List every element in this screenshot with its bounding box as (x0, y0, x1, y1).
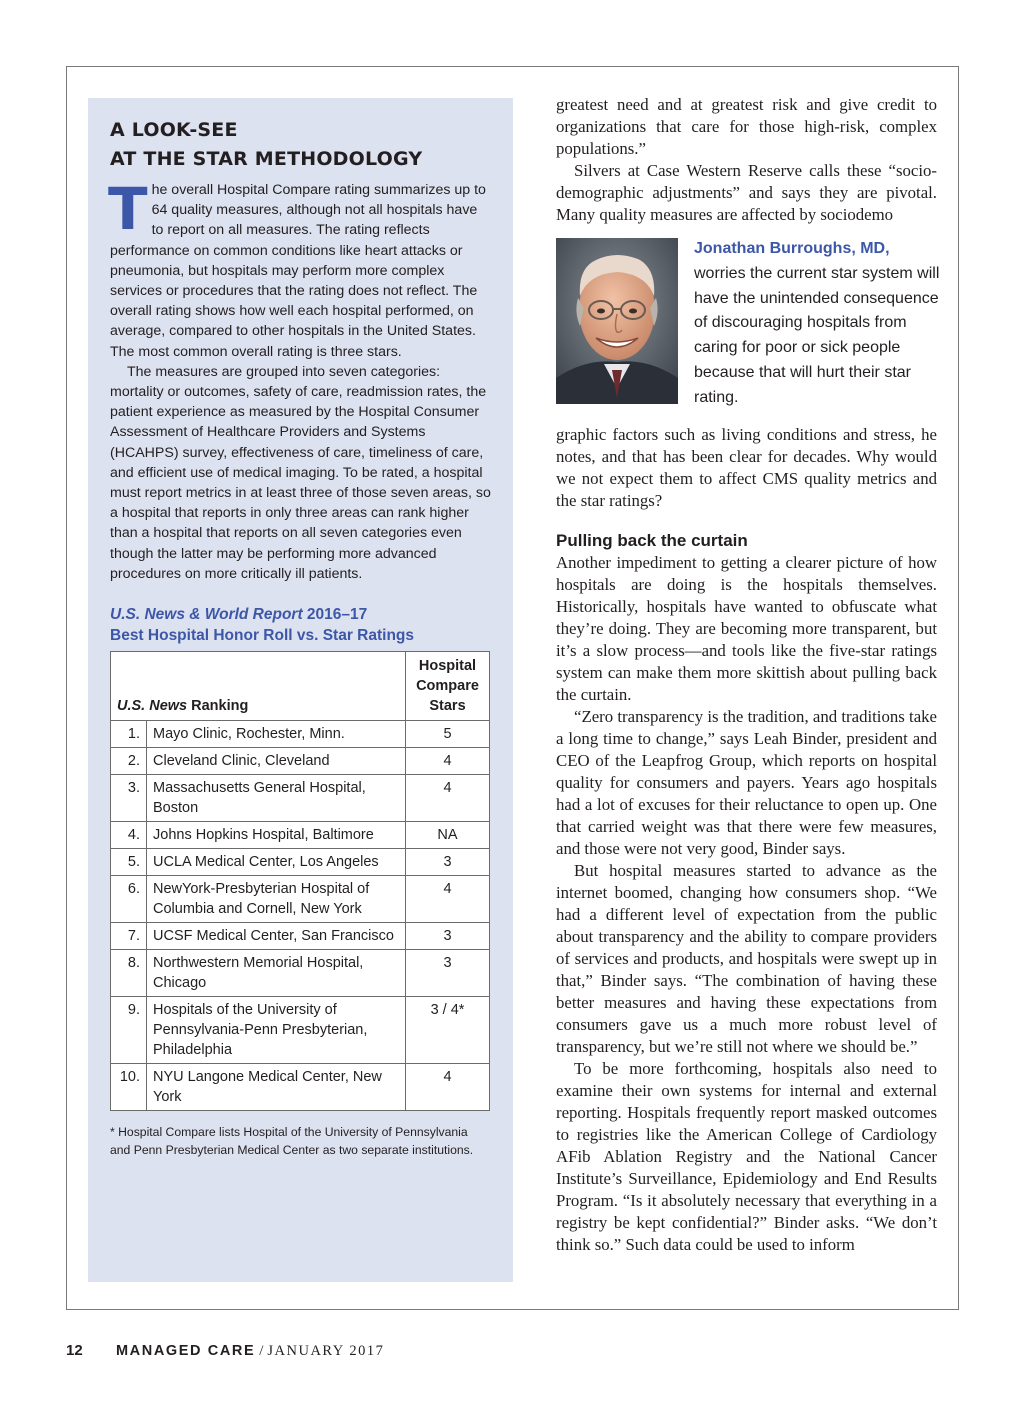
table-header-row (111, 652, 490, 721)
sidebar-title-line1: A LOOK-SEE (110, 119, 238, 141)
caption-name: Jonathan Burroughs, MD, (694, 240, 890, 257)
photo-caption (694, 237, 944, 411)
article-column-bottom (556, 530, 937, 1256)
sidebar-para-2: The measures are grouped into seven categories: mortality or outcomes, safety of care, readmission rates, the patient experience as measured by the Hospital Consumer Assessment of Healthcare Providers and Systems (HCAHPS) survey, effectiveness of care, timeliness of care, and efficient use of medical imaging. To be rated, a hospital must report metrics in at least three of those seven areas, so a hospital that reports in only three areas can rank higher than a hospital that reports on all seven categories even though the latter may be performing more advanced procedures on more critically ill patients. (110, 363, 491, 582)
row-hospital: UCSF Medical Center, San Francisco (147, 923, 406, 950)
row-hospital: Northwestern Memorial Hospital, Chicago (147, 950, 406, 997)
column-header-ranking (111, 652, 406, 721)
sidebar-title-line2: AT THE STAR METHODOLOGY (110, 148, 423, 170)
row-hospital: NewYork-Presbyterian Hospital of Columbia and Cornell, New York (147, 876, 406, 923)
row-stars: 4 (406, 748, 490, 775)
table-row (111, 997, 490, 1064)
row-hospital: Hospitals of the University of Pennsylvania-Penn Presbyterian, Philadelphia (147, 997, 406, 1064)
portrait-illustration (556, 238, 678, 404)
article-para-4: To be more forthcoming, hospitals also need to examine their own systems for internal and external reporting. Hospitals frequently report masked outcomes to registries like the American College of Cardiology AFib Ablation Registry and the National Cancer Institute’s Surveillance, Epidemiology and End Results Program. “Is it absolutely necessary that everything in a registry be kept confidential?” Binder asks. “We don’t think so.” Such data could be used to inform (556, 1059, 937, 1254)
row-hospital: UCLA Medical Center, Los Angeles (147, 849, 406, 876)
row-stars: 3 (406, 923, 490, 950)
section-subhead: Pulling back the curtain (556, 531, 748, 550)
row-stars: 4 (406, 775, 490, 822)
row-hospital: Cleveland Clinic, Cleveland (147, 748, 406, 775)
page-footer (66, 1340, 766, 1364)
row-rank: 7. (111, 923, 147, 950)
footer-separator: / (259, 1343, 264, 1359)
table-row (111, 748, 490, 775)
article-mid-para: graphic factors such as living conditions and stress, he notes, and that has been clear for decades. Why would we not expect them to affect CMS quality metrics and the star ratings? (556, 425, 937, 510)
magazine-name: MANAGED CARE (116, 1343, 256, 1359)
article-para-3: But hospital measures started to advance as the internet boomed, changing how consumers shop. “We had a different level of expectation from the public about transparency and the ability to compare providers of services and products, and hospitals were swept up in that,” Binder says. “The combination of having these better measures and having these expectations from consumers gave us a much more robust level of transparency, but we’re still not where we should be.” (556, 861, 937, 1056)
sidebar-body (108, 175, 491, 1159)
table-row (111, 923, 490, 950)
row-hospital: Johns Hopkins Hospital, Baltimore (147, 822, 406, 849)
dropcap: T (108, 175, 148, 243)
row-stars: 4 (406, 1064, 490, 1111)
row-rank: 1. (111, 721, 147, 748)
sidebar-title (110, 116, 491, 174)
sidebar-para-1 (108, 175, 491, 362)
issue-date: JANUARY 2017 (267, 1343, 385, 1359)
column-header-ranking-italic: U.S. News (117, 698, 188, 715)
ranking-table (110, 651, 490, 1111)
article-column-top (556, 94, 937, 226)
row-hospital: NYU Langone Medical Center, New York (147, 1064, 406, 1111)
row-rank: 5. (111, 849, 147, 876)
article-top-para-1: greatest need and at greatest risk and give credit to organizations that care for those high-risk, complex populations.” (556, 95, 937, 158)
article-top-para-2: Silvers at Case Western Reserve calls these “sociodemographic adjustments” and says they are pivotal. Many quality measures are affected by sociodemo (556, 161, 937, 224)
table-row (111, 822, 490, 849)
table-row (111, 775, 490, 822)
caption-text: worries the current star system will have the unintended consequence of discouraging hospitals from caring for poor or sick people because that will hurt their star rating. (694, 264, 940, 406)
row-rank: 4. (111, 822, 147, 849)
row-rank: 3. (111, 775, 147, 822)
column-header-ranking-rest: Ranking (187, 698, 249, 715)
table-row (111, 1064, 490, 1111)
sidebar-para-1-text: he overall Hospital Compare rating summarizes up to 64 quality measures, although not all hospitals have to report on all measures. The rating reflects performance on common conditions like heart attacks or pneumonia, but hospitals may perform more complex services or procedures that the rating does not reflect. The overall rating shows how well each hospital performed, on average, compared to other hospitals in the United States. The most common overall rating is three stars. (110, 182, 486, 360)
table-row (111, 721, 490, 748)
table-row (111, 876, 490, 923)
row-rank: 8. (111, 950, 147, 997)
row-stars: 3 / 4* (406, 997, 490, 1064)
row-rank: 2. (111, 748, 147, 775)
row-stars: 3 (406, 950, 490, 997)
table-row (111, 950, 490, 997)
row-stars: 4 (406, 876, 490, 923)
row-hospital: Mayo Clinic, Rochester, Minn. (147, 721, 406, 748)
table-title-italic: U.S. News & World Report (110, 606, 303, 624)
table-title-line2: Best Hospital Honor Roll vs. Star Ratings (110, 627, 415, 645)
table-row (111, 849, 490, 876)
table-title (110, 604, 491, 646)
table-footnote: * Hospital Compare lists Hospital of the University of Pennsylvania and Penn Presbyterian Medical Center as two separate institutions. (110, 1125, 474, 1158)
row-stars: 5 (406, 721, 490, 748)
row-rank: 10. (111, 1064, 147, 1111)
row-hospital: Massachusetts General Hospital, Boston (147, 775, 406, 822)
column-header-stars: Hospital Compare Stars (406, 652, 490, 721)
row-rank: 9. (111, 997, 147, 1064)
table-title-rest: 2016–17 (302, 606, 368, 624)
article-para-2: “Zero transparency is the tradition, and traditions take a long time to change,” says Leah Binder, president and CEO of the Leapfrog Group, which reports on hospital quality for consumers and payers. Years ago hospitals had a lot of excuses for their reluctance to open up. One that carried weight was that there were few measures, and those were not very good, Binder says. (556, 707, 937, 858)
row-stars: 3 (406, 849, 490, 876)
article-para-1: Another impediment to getting a clearer picture of how hospitals are doing is the hospitals themselves. Historically, hospitals have wanted to obfuscate what they’re doing. They are becoming more transparent, but it’s a slow process—and tools like the five-star ratings system can make them more skittish about pulling back the curtain. (556, 553, 937, 704)
row-rank: 6. (111, 876, 147, 923)
portrait-photo (556, 238, 678, 404)
article-column-mid (556, 424, 937, 512)
row-stars: NA (406, 822, 490, 849)
page-number: 12 (66, 1342, 83, 1359)
sidebar-box (88, 98, 513, 1282)
